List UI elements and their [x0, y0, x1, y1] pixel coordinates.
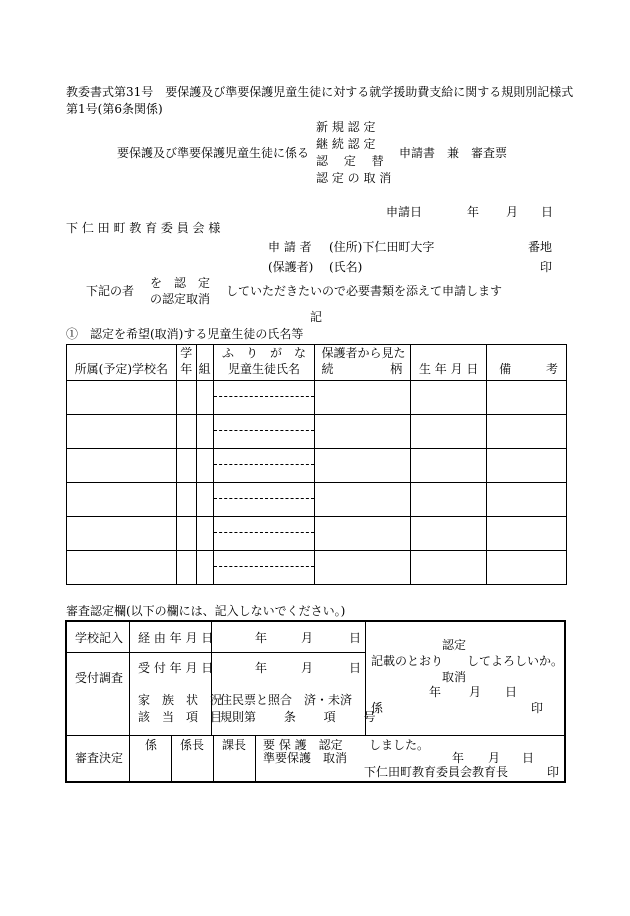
- applicant-seal: 印: [540, 260, 553, 274]
- grade-cell[interactable]: [176, 517, 196, 551]
- class-cell[interactable]: [196, 415, 213, 449]
- grade-cell[interactable]: [176, 381, 196, 415]
- section1-title: ① 認定を希望(取消)する児童生徒の氏名等: [66, 327, 304, 341]
- rule-article: 規則第 条 項 号: [220, 710, 376, 724]
- relation-cell[interactable]: [315, 381, 411, 415]
- table-row: [67, 381, 567, 415]
- kacho-label: 課長: [222, 738, 247, 752]
- form-number-line: 教委書式第31号 要保護及び準要保護児童生徒に対する就学援助費支給に関する規則別記様式: [66, 85, 574, 99]
- guardian-label: (保護者): [268, 260, 314, 274]
- superintendent-seal: 印: [547, 765, 560, 779]
- remarks-cell[interactable]: [487, 381, 567, 415]
- superintendent-label: 下仁田町教育委員会教育長: [364, 765, 509, 779]
- title-option-new: 新 規 認 定: [316, 120, 376, 134]
- applicant-label: 申 請 者: [268, 240, 312, 254]
- school-entry-label: 学校記入: [75, 631, 124, 645]
- decision-label: 審査決定: [75, 751, 124, 765]
- header-birthdate: 生 年 月 日: [411, 345, 487, 381]
- header-furigana: ふ り が な: [222, 346, 307, 360]
- right-torikeshi: 取消: [442, 670, 467, 684]
- header-relation: [315, 345, 411, 381]
- furigana-divider: [214, 430, 315, 431]
- via-date-year: 年: [255, 631, 268, 645]
- right-date-month: 月: [469, 685, 482, 699]
- remarks-cell[interactable]: [487, 449, 567, 483]
- grade-cell[interactable]: [176, 449, 196, 483]
- class-cell[interactable]: [196, 381, 213, 415]
- right-nintei: 認定: [442, 638, 467, 652]
- name-label: (氏名): [329, 260, 363, 274]
- table-row: [67, 483, 567, 517]
- relation-cell[interactable]: [315, 551, 411, 585]
- relation-cell[interactable]: [315, 483, 411, 517]
- right-date-year: 年: [429, 685, 442, 699]
- review-section-title: 審査認定欄(以下の欄には、記入しないでください。): [66, 604, 346, 618]
- ki-label: 記: [310, 310, 323, 324]
- decision-date-year: 年: [452, 751, 465, 765]
- remarks-cell[interactable]: [487, 415, 567, 449]
- table-row: [67, 415, 567, 449]
- receipt-date-label: 受 付 年 月 日: [138, 661, 214, 675]
- youhogo-label: 要 保 護 認定: [263, 738, 343, 752]
- addressee: 下 仁 田 町 教 育 委 員 会 様: [66, 221, 221, 235]
- date-month: 月: [506, 205, 519, 219]
- student-name-cell[interactable]: [213, 415, 315, 449]
- title-option-change: 認 定 替: [316, 154, 384, 168]
- kakari-label: 係: [145, 738, 158, 752]
- furigana-divider: [214, 464, 315, 465]
- header-name-label: 児童生徒氏名: [228, 362, 301, 376]
- review-box: [65, 620, 566, 783]
- relation-cell[interactable]: [315, 449, 411, 483]
- furigana-divider: [214, 396, 315, 397]
- receipt-date-day: 日: [349, 661, 362, 675]
- birthdate-cell[interactable]: [411, 415, 487, 449]
- remarks-cell[interactable]: [487, 551, 567, 585]
- header-grade: [176, 345, 196, 381]
- header-remarks-right: 考: [545, 362, 558, 376]
- shimashita-label: しました。: [369, 738, 430, 752]
- school-cell[interactable]: [67, 551, 177, 585]
- furigana-divider: [214, 498, 315, 499]
- residence-check: 住民票と照合 済・未済: [220, 693, 353, 707]
- header-relation-left: 続: [321, 362, 334, 376]
- request-option-cancel: の認定取消: [150, 292, 211, 306]
- birthdate-cell[interactable]: [411, 483, 487, 517]
- class-cell[interactable]: [196, 449, 213, 483]
- student-table: [66, 344, 567, 585]
- header-relation-top: 保護者から見た: [321, 346, 406, 360]
- header-grade-top: 学: [180, 346, 193, 360]
- birthdate-cell[interactable]: [411, 449, 487, 483]
- via-date-label: 経 由 年 月 日: [138, 631, 214, 645]
- furigana-divider: [214, 532, 315, 533]
- right-seal: 印: [531, 701, 544, 715]
- grade-cell[interactable]: [176, 415, 196, 449]
- header-class: 組: [196, 345, 213, 381]
- date-label: 申請日: [386, 205, 423, 219]
- table-row: [67, 449, 567, 483]
- school-cell[interactable]: [67, 449, 177, 483]
- via-date-month: 月: [301, 631, 314, 645]
- via-date-day: 日: [349, 631, 362, 645]
- relation-cell[interactable]: [315, 517, 411, 551]
- header-grade-bottom: 年: [180, 362, 193, 376]
- right-date-day: 日: [505, 685, 518, 699]
- remarks-cell[interactable]: [487, 517, 567, 551]
- date-year: 年: [467, 205, 480, 219]
- reception-label: 受付調査: [75, 671, 124, 685]
- student-name-cell[interactable]: [213, 551, 315, 585]
- right-kakari: 係: [371, 701, 384, 715]
- grade-cell[interactable]: [176, 483, 196, 517]
- decision-date-month: 月: [488, 751, 501, 765]
- junyouhogo-label: 準要保護 取消: [263, 751, 348, 765]
- title-option-continue: 継 続 認 定: [316, 137, 376, 151]
- class-cell[interactable]: [196, 551, 213, 585]
- school-cell[interactable]: [67, 381, 177, 415]
- remarks-cell[interactable]: [487, 483, 567, 517]
- grade-cell[interactable]: [176, 551, 196, 585]
- school-cell[interactable]: [67, 483, 177, 517]
- student-name-cell[interactable]: [213, 381, 315, 415]
- form-article-line: 第1号(第6条関係): [66, 102, 163, 116]
- class-cell[interactable]: [196, 483, 213, 517]
- header-remarks: [487, 345, 567, 381]
- request-lead: 下記の者: [86, 284, 135, 298]
- kakaricho-label: 係長: [180, 738, 205, 752]
- table-row: [67, 551, 567, 585]
- header-relation-right: 柄: [390, 362, 403, 376]
- school-cell[interactable]: [67, 415, 177, 449]
- student-name-cell[interactable]: [213, 483, 315, 517]
- applicable-item-label: 該 当 項 目: [138, 710, 223, 724]
- student-table-header: [67, 345, 567, 381]
- table-row: [67, 517, 567, 551]
- title-option-cancel: 認 定 の 取 消: [316, 171, 392, 185]
- header-school: 所属(予定)学校名: [67, 345, 177, 381]
- class-cell[interactable]: [196, 517, 213, 551]
- birthdate-cell[interactable]: [411, 551, 487, 585]
- date-day: 日: [541, 205, 554, 219]
- request-tail: していただきたいので必要書類を添えて申請します: [226, 284, 503, 298]
- relation-cell[interactable]: [315, 415, 411, 449]
- birthdate-cell[interactable]: [411, 381, 487, 415]
- receipt-date-year: 年: [255, 661, 268, 675]
- header-student-name: [213, 345, 315, 381]
- applicant-banchi: 番地: [528, 240, 553, 254]
- header-remarks-left: 備: [499, 362, 512, 376]
- decision-date-day: 日: [522, 751, 535, 765]
- title-prefix: 要保護及び準要保護児童生徒に係る: [117, 146, 310, 160]
- furigana-divider: [214, 566, 315, 567]
- right-confirm-line: 記載のとおり してよろしいか。: [371, 654, 564, 668]
- student-name-cell[interactable]: [213, 517, 315, 551]
- title-suffix: 申請書 兼 審査票: [399, 146, 508, 160]
- receipt-date-month: 月: [301, 661, 314, 675]
- student-name-cell[interactable]: [213, 449, 315, 483]
- school-cell[interactable]: [67, 517, 177, 551]
- family-status-label: 家 族 状 況: [138, 693, 223, 707]
- request-option-approve: を 認 定: [150, 276, 211, 290]
- applicant-address-label: (住所)下仁田町大字: [329, 240, 435, 254]
- birthdate-cell[interactable]: [411, 517, 487, 551]
